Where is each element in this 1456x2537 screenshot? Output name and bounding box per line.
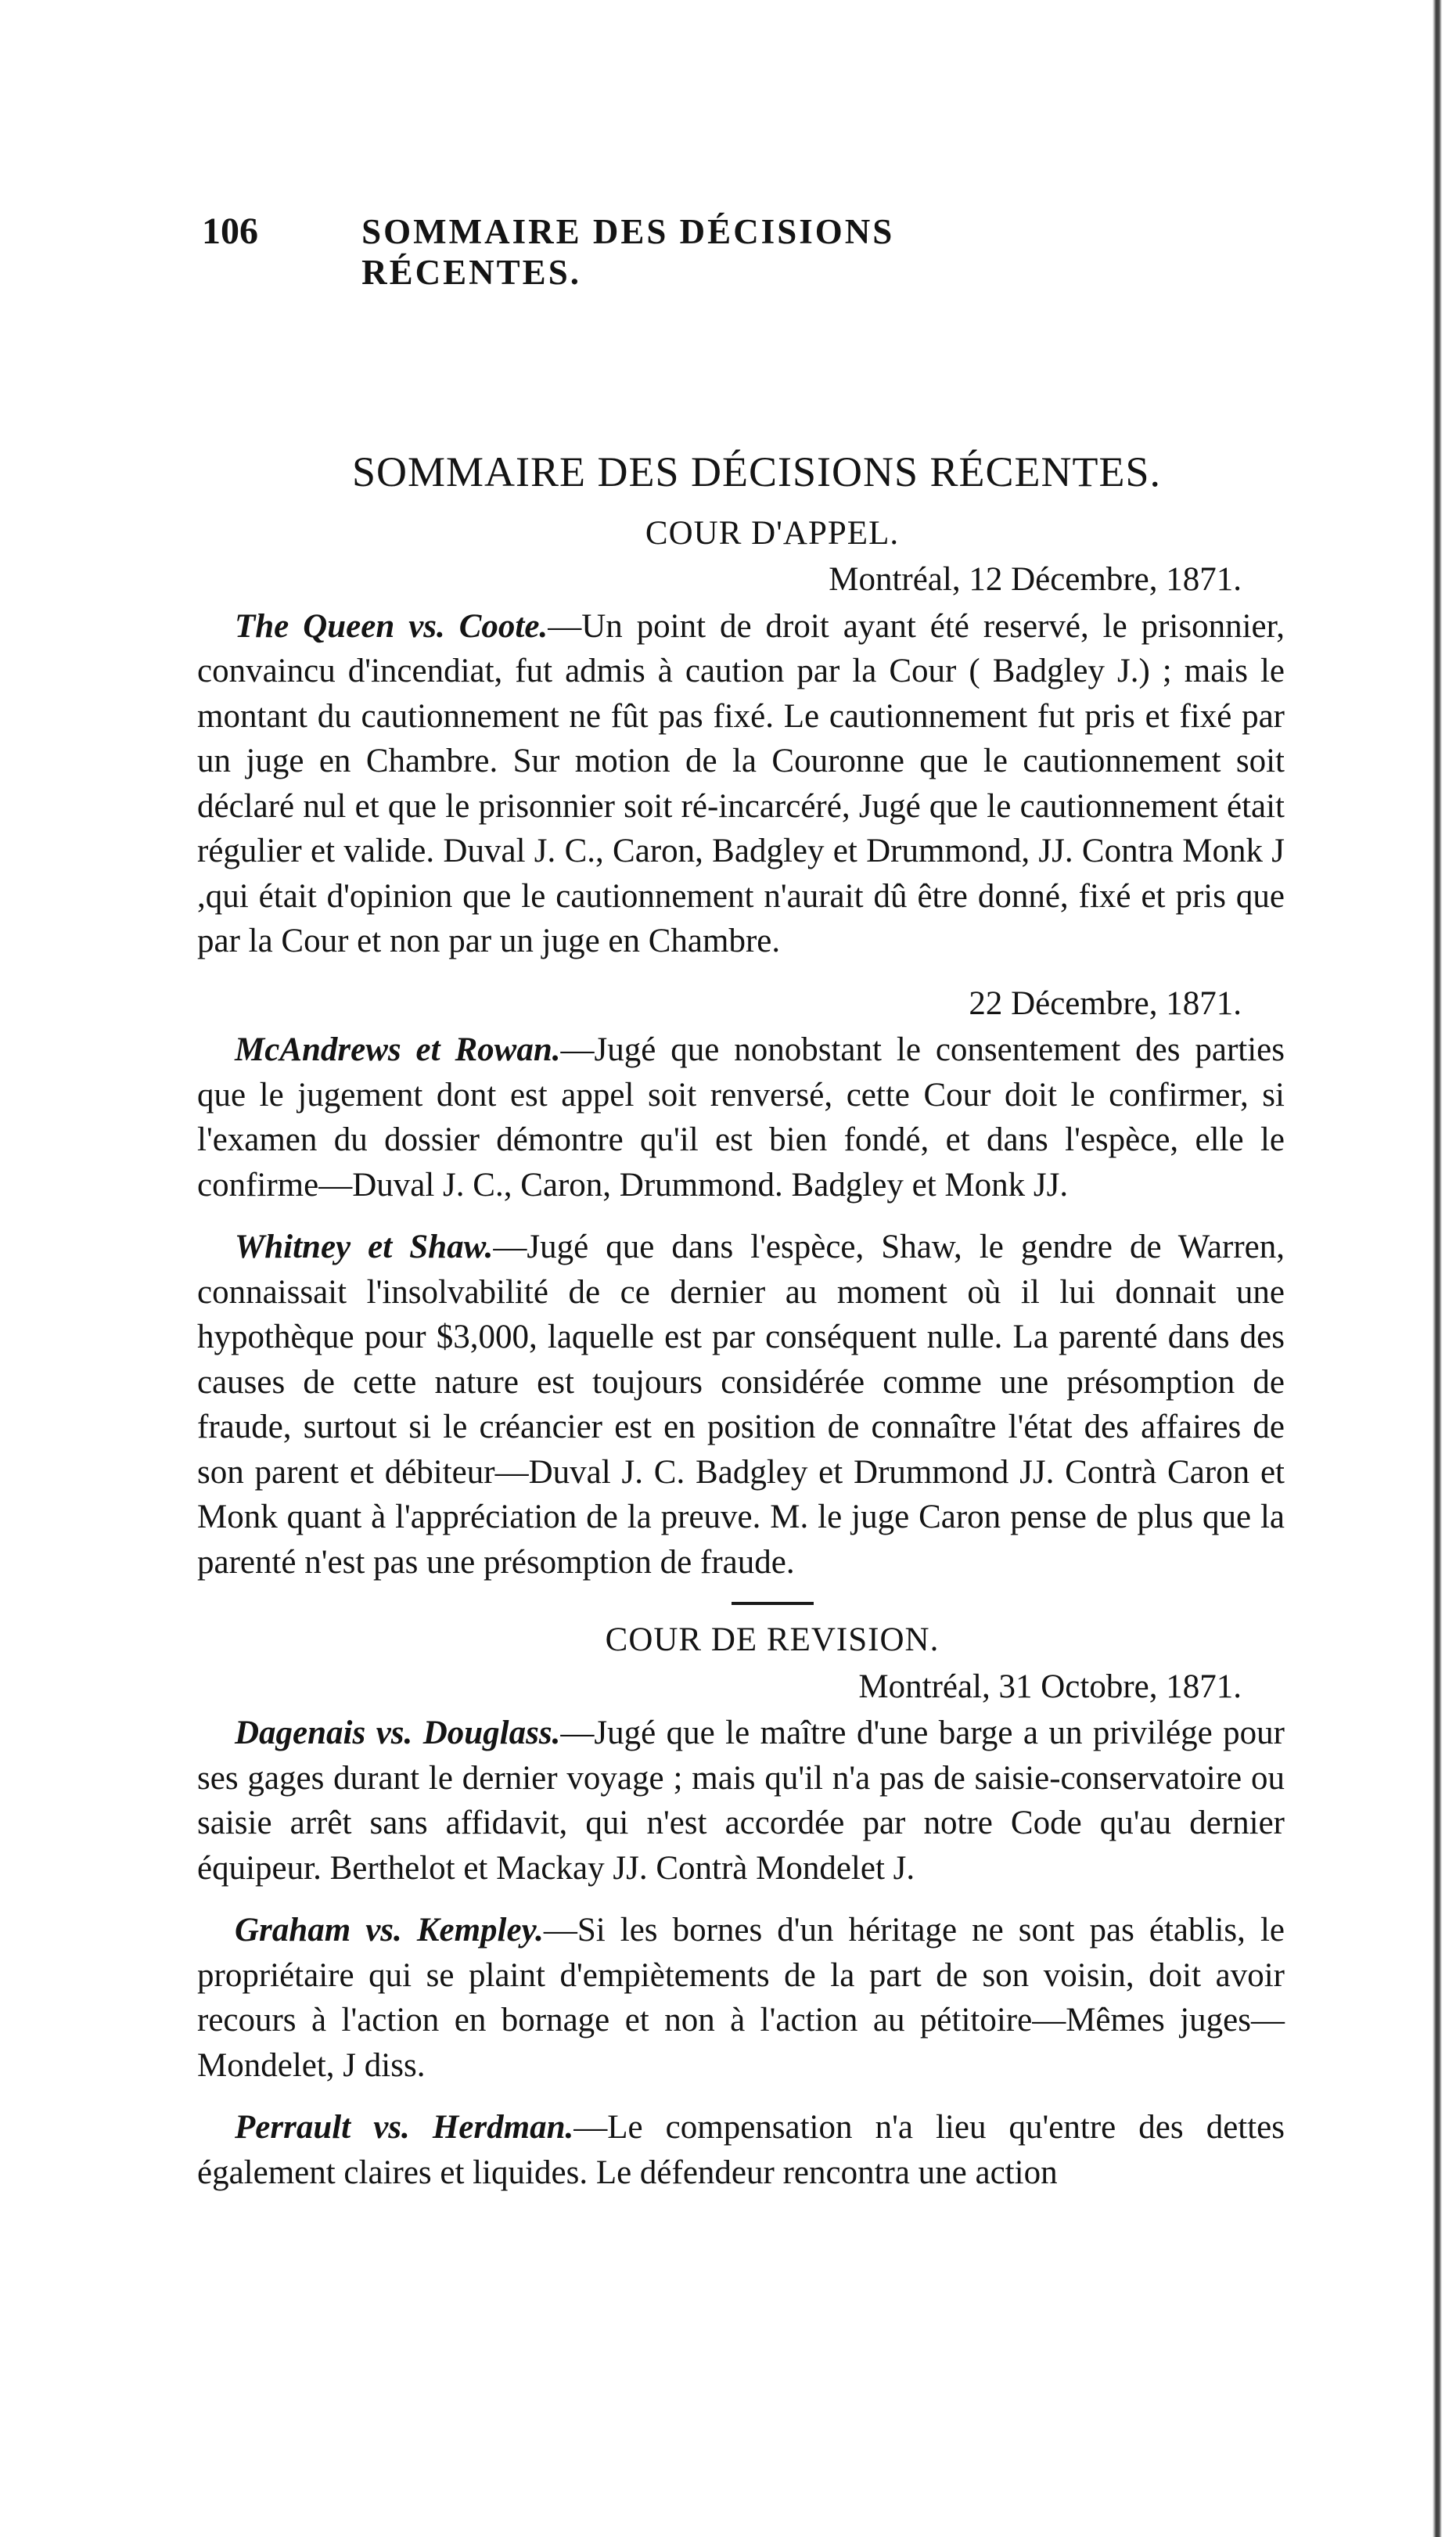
case-summary: —Le compensation n'a lieu qu'entre des dettes également claires et liquides. Le défendeur rencontra une action bbox=[197, 2109, 1285, 2191]
section-title: COUR D'APPEL. bbox=[645, 514, 900, 552]
section-title: COUR DE REVISION. bbox=[605, 1621, 940, 1658]
case-summary: —Jugé que dans l'espèce, Shaw, le gendre de Warren, connaissait l'insolvabilité de ce dernier au moment où il lui donnait une hypothèque pour $3,000, laquelle est par conséquent nulle. La parenté dans des causes de cette nature est toujours considérée comme une présomption de fraude, surtout si le créancier est en position de connaître l'état des affaires de son parent et débiteur—Duval J. C. Badgley et Drummond JJ. Contrà Caron et Monk quant à l'appréciation de la preuve. M. le juge Caron pense de plus que la parenté n'est pas une présomption de fraude. bbox=[197, 1229, 1285, 1581]
case-parties: Perrault vs. Herdman. bbox=[235, 2109, 574, 2146]
case-parties: Whitney et Shaw. bbox=[235, 1229, 494, 1265]
decision-date: 22 Décembre, 1871. bbox=[969, 984, 1242, 1022]
section-cour-de-revision bbox=[197, 1618, 1285, 2195]
case-summary: —Si les bornes d'un héritage ne sont pas établis, le propriétaire qui se plaint d'empiètements de la part de son voisin, doit avoir recours à l'action en bornage et non à l'action au pétitoire—Mêmes juges—Mondelet, J diss. bbox=[197, 1912, 1285, 2084]
decision-date: Montréal, 12 Décembre, 1871. bbox=[829, 561, 1242, 598]
case-parties: Graham vs. Kempley. bbox=[235, 1912, 544, 1949]
case-entry bbox=[197, 1027, 1285, 1207]
case-entry bbox=[197, 1711, 1285, 1891]
case-parties: McAndrews et Rowan. bbox=[235, 1031, 561, 1068]
case-entry bbox=[197, 1908, 1285, 2088]
running-header bbox=[202, 210, 1070, 293]
decision-date: Montréal, 31 Octobre, 1871. bbox=[858, 1668, 1242, 1705]
case-entry bbox=[197, 2105, 1285, 2195]
case-summary: —Jugé que nonobstant le consentement des parties que le jugement dont est appel soit renversé, cette Cour doit le confirmer, si l'examen du dossier démontre qu'il est bien fondé, et dans l'espèce, elle le confirme—Duval J. C., Caron, Drummond. Badgley et Monk JJ. bbox=[197, 1031, 1285, 1204]
case-parties: The Queen vs. Coote. bbox=[235, 607, 548, 645]
case-summary: —Un point de droit ayant été reservé, le prisonnier, convaincu d'incendiat, fut admis à caution par la Cour ( Badgley J.) ; mais le montant du cautionnement ne fût pas fixé. Le cautionnement fut pris et fixé par un juge en Chambre. Sur motion de la Couronne que le cautionnement soit déclaré nul et que le prisonnier soit ré-incarcéré, Jugé que le cautionnement était régulier et valide. Duval J. C., Caron, Badgley et Drummond, JJ. Contra Monk J ,qui était d'opinion que le cautionnement n'aurait dû être donné, fixé et pris que par la Cour et non par un juge en Chambre. bbox=[197, 607, 1285, 959]
case-entry bbox=[197, 604, 1285, 964]
running-title: SOMMAIRE DES DÉCISIONS RÉCENTES. bbox=[361, 212, 895, 292]
section-divider bbox=[732, 1602, 814, 1605]
case-summary: —Jugé que le maître d'une barge a un privilége pour ses gages durant le dernier voyage ; mais qu'il n'a pas de saisie-conservatoire ou saisie arrêt sans affidavit, qui n'est accordée par notre Code qu'au dernier équipeur. Berthelot et Mackay JJ. Contrà Mondelet J. bbox=[197, 1715, 1285, 1887]
main-title: SOMMAIRE DES DÉCISIONS RÉCENTES. bbox=[351, 448, 1162, 495]
page-binding-edge bbox=[1433, 0, 1442, 2537]
case-entry bbox=[197, 1225, 1285, 1585]
case-parties: Dagenais vs. Douglass. bbox=[235, 1715, 561, 1751]
section-cour-d-appel bbox=[197, 511, 1285, 1585]
page-content bbox=[197, 450, 1285, 2212]
page-number: 106 bbox=[202, 211, 258, 252]
